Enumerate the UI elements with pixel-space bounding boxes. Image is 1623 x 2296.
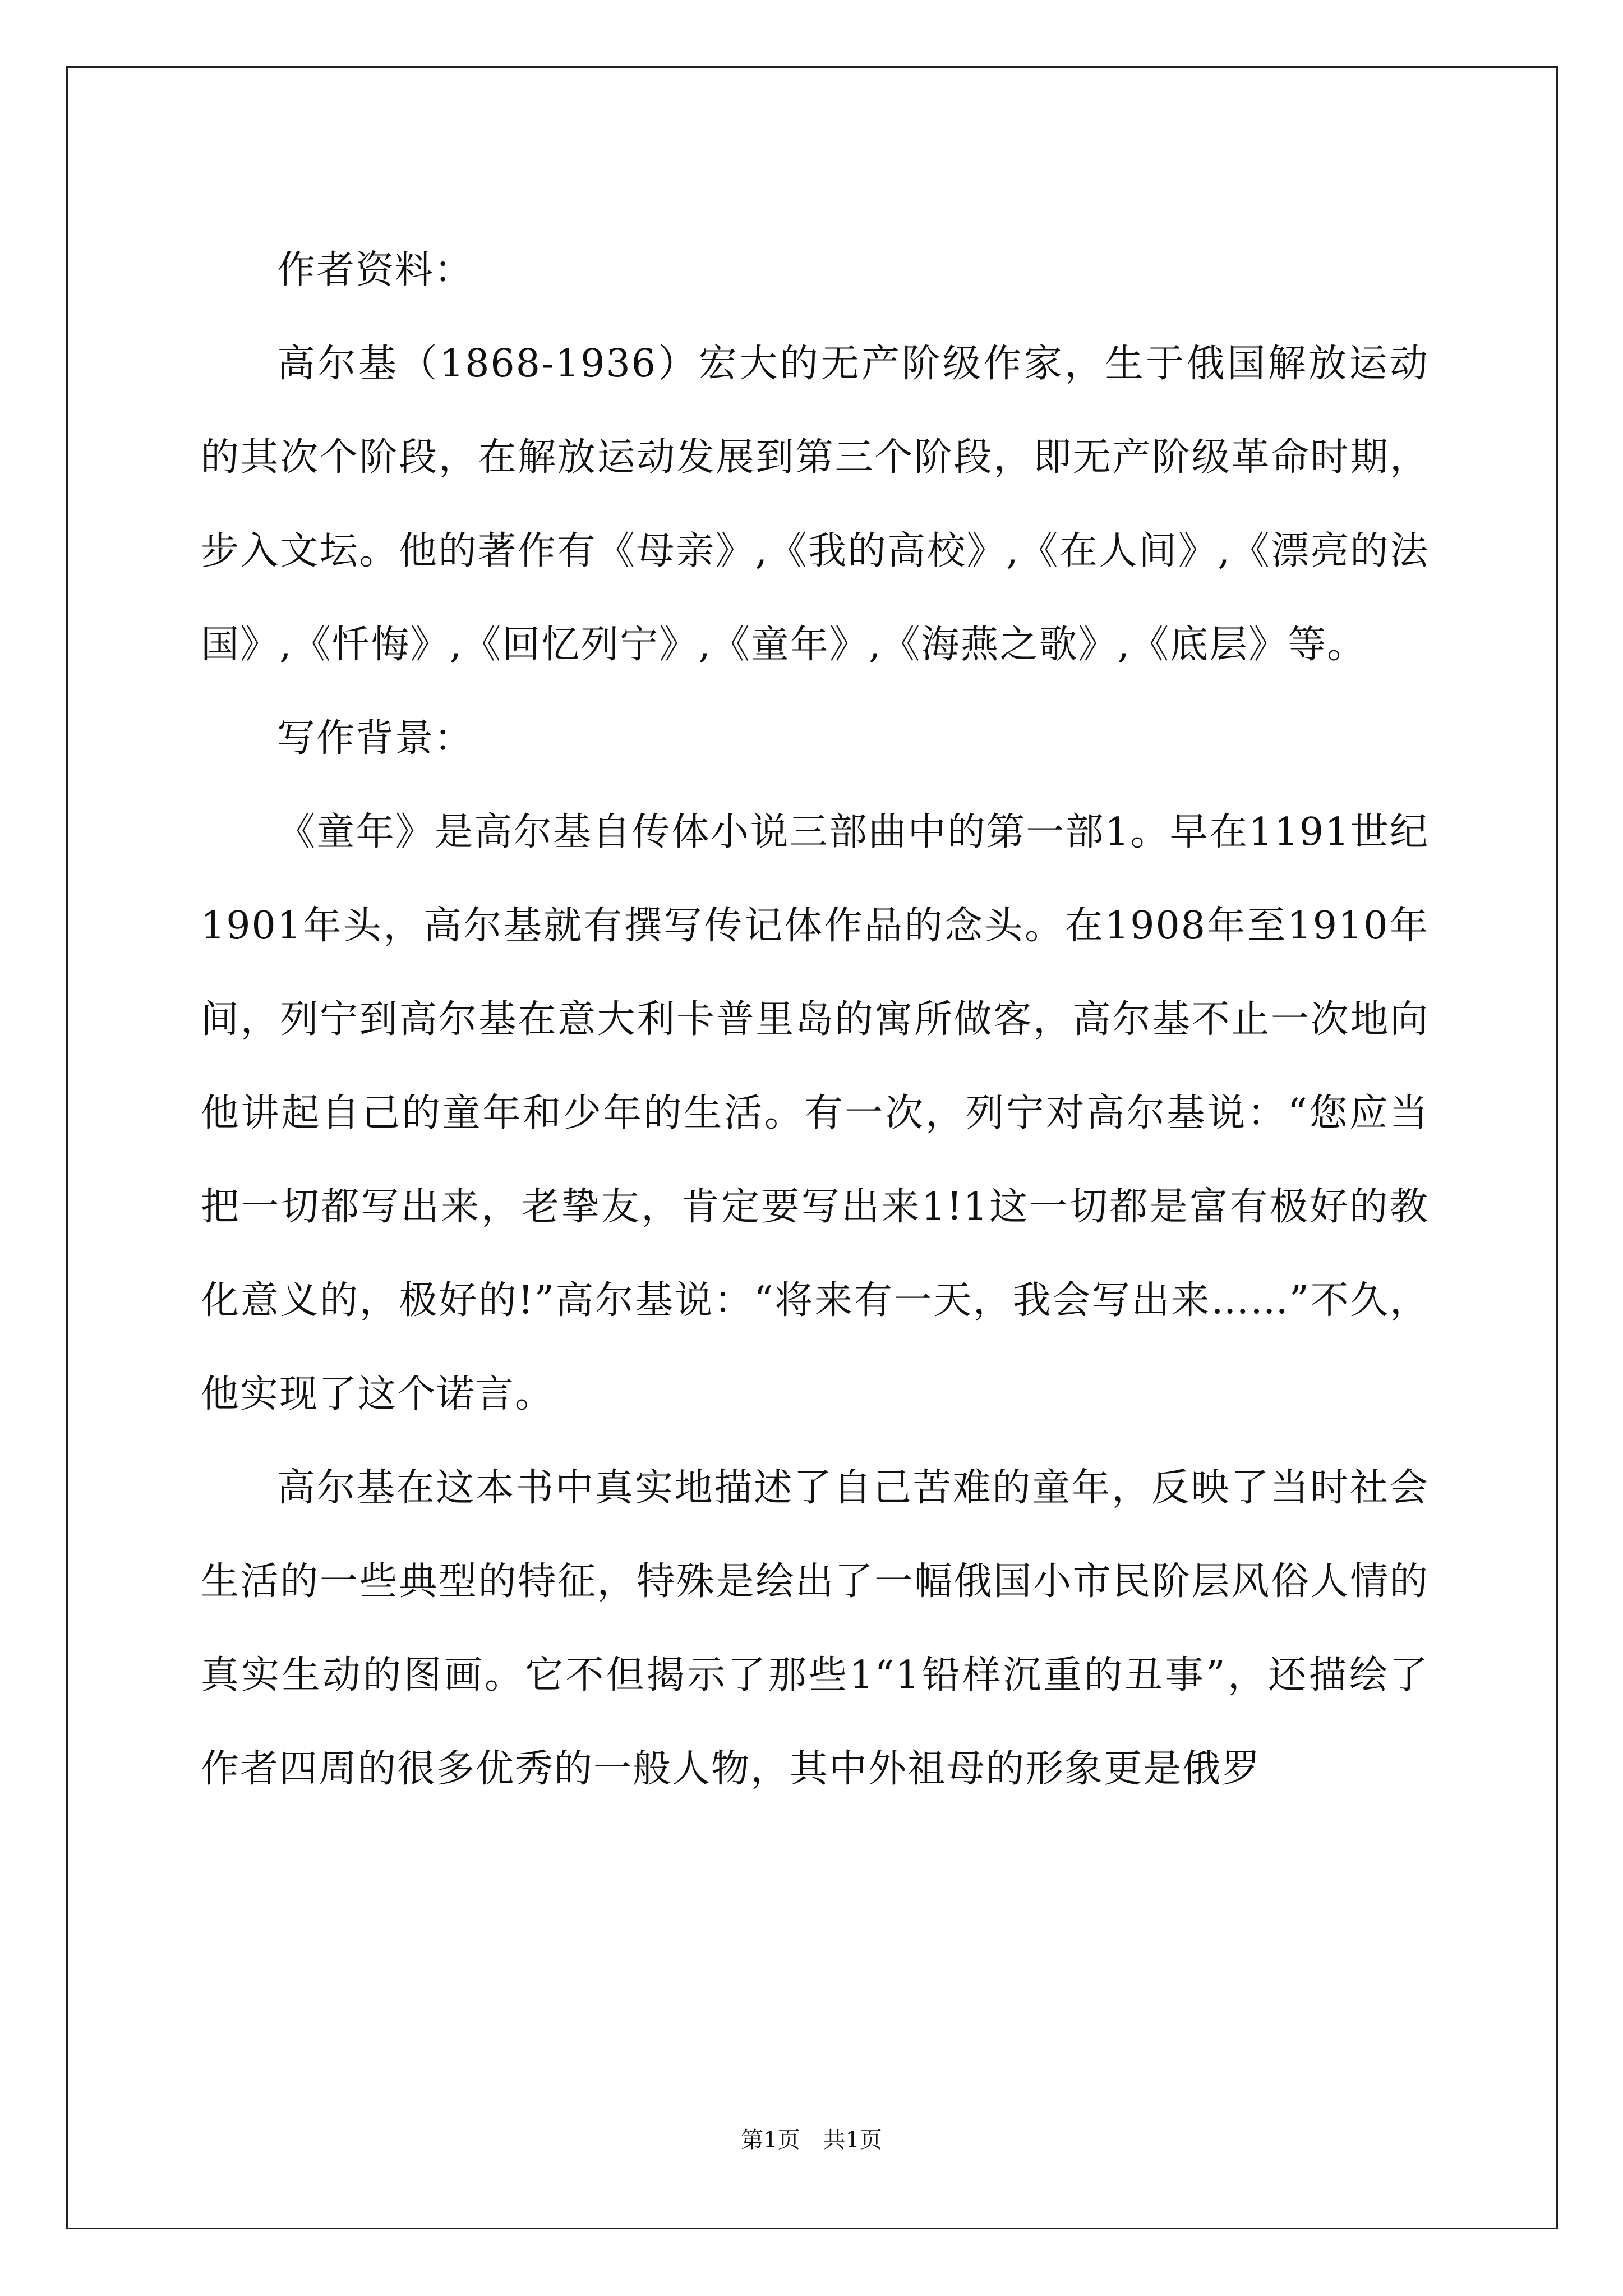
page-number: 第1页 bbox=[741, 2127, 800, 2153]
paragraph-summary: 高尔基在这本书中真实地描述了自己苦难的童年，反映了当时社会生活的一些典型的特征，特殊是绘出了一幅俄国小市民阶层风俗人情的真实生动的图画。它不但揭示了那些1“1铅样沉重的丑事”，还描绘了作者四周的很多优秀的一般人物，其中外祖母的形象更是俄罗 bbox=[201, 1466, 1429, 1791]
document-body bbox=[201, 223, 1429, 1816]
page-footer bbox=[0, 2126, 1623, 2154]
page-total: 共1页 bbox=[823, 2127, 882, 2153]
heading-writing-background: 写作背景： bbox=[277, 716, 474, 761]
heading-author-info: 作者资料： bbox=[277, 248, 474, 292]
paragraph-author-bio: 高尔基（1868-1936）宏大的无产阶级作家，生于俄国解放运动的其次个阶段，在解放运动发展到第三个阶段，即无产阶级革命时期，步入文坛。他的著作有《母亲》,《我的高校》,《在人间》,《漂亮的法国》,《忏悔》,《回忆列宁》,《童年》,《海燕之歌》,《底层》等。 bbox=[201, 342, 1429, 667]
paragraph-background: 《童年》是高尔基自传体小说三部曲中的第一部1。早在1191世纪1901年头，高尔基就有撰写传记体作品的念头。在1908年至1910年间，列宁到高尔基在意大利卡普里岛的寓所做客，高尔基不止一次地向他讲起自己的童年和少年的生活。有一次，列宁对高尔基说：“您应当把一切都写出来，老挚友，肯定要写出来1!1这一切都是富有极好的教化意义的，极好的!”高尔基说：“将来有一天，我会写出来……”不久，他实现了这个诺言。 bbox=[201, 810, 1429, 1416]
